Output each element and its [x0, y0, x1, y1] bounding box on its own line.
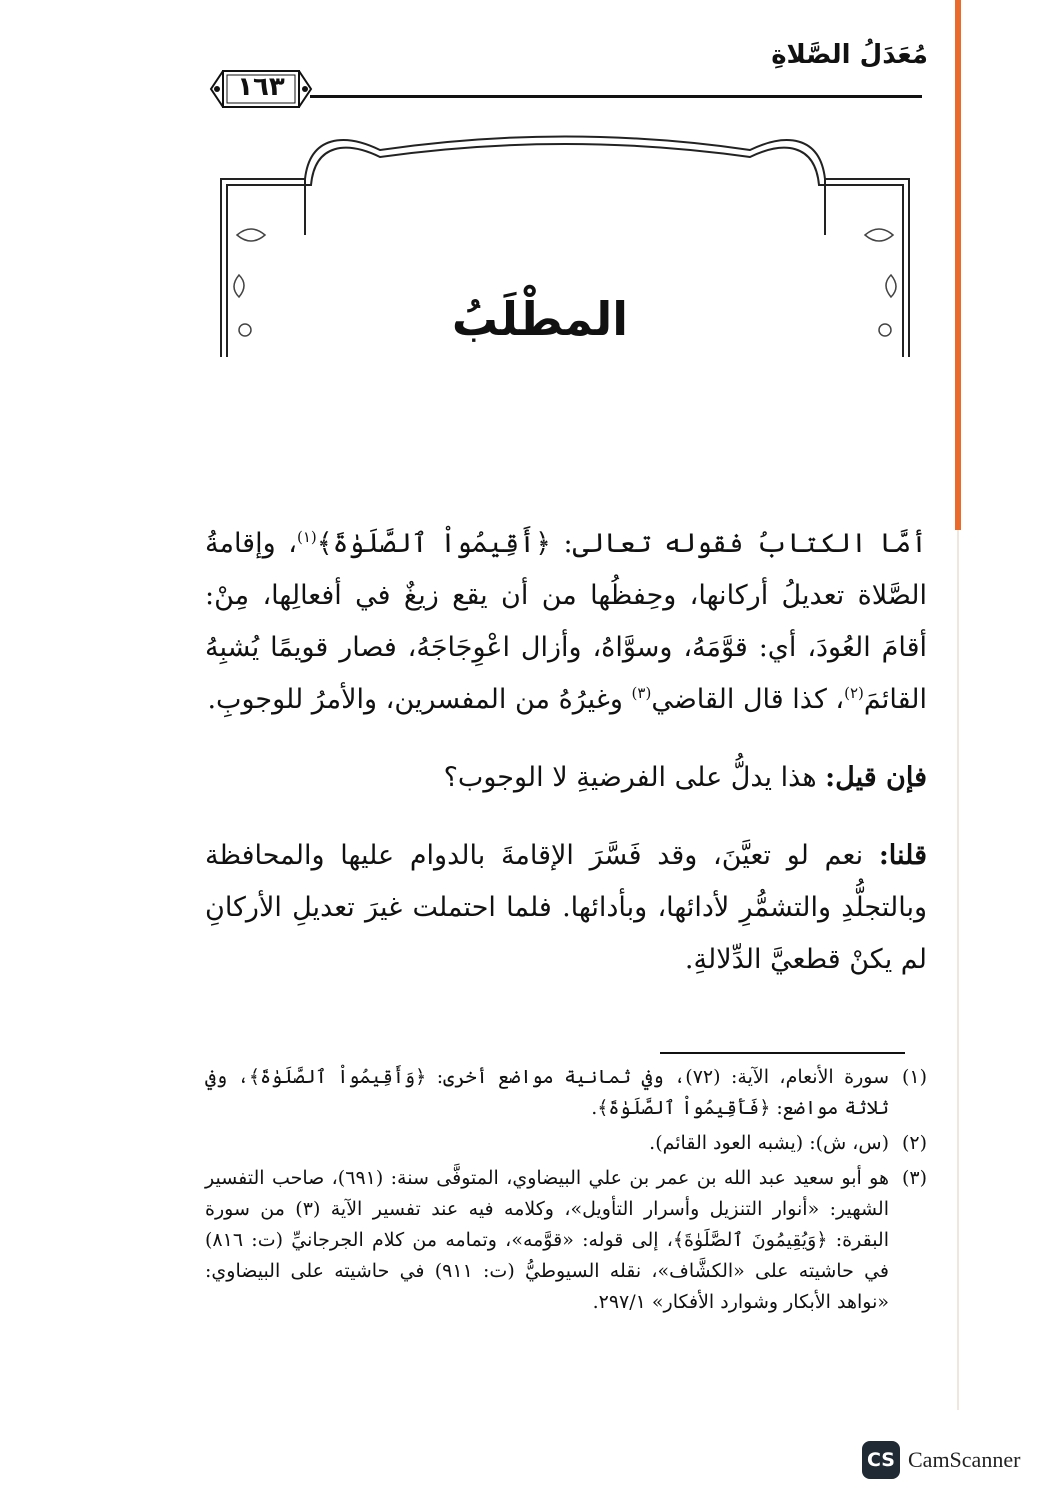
body-text [205, 518, 927, 986]
section-heading: المطْلَبُ [451, 292, 629, 346]
footnote [205, 1062, 927, 1124]
footnote [205, 1163, 927, 1318]
camscanner-logo-icon: CS [862, 1441, 900, 1479]
running-title: مُعَدَلُ الصَّلاةِ [771, 40, 928, 70]
paragraph-1-part-c: ، كذا قال القاضي [651, 684, 845, 715]
footnote-rule [660, 1052, 905, 1054]
footnotes [205, 1062, 927, 1322]
footnote-ref-3: (٣) [631, 684, 652, 702]
paragraph-1-part-a: أمَّا الكتابُ فقوله تعالى: ﴿أَقِيمُواْ ٱلصَّلَوٰةَ﴾ [316, 528, 927, 559]
camscanner-watermark [862, 1440, 1020, 1480]
question-lead: فإن قيل: [825, 762, 927, 793]
page-edge-shadow [957, 530, 959, 1410]
page-edge-strip [955, 0, 961, 530]
paragraph-1-part-b: ، وإقامةُ الصَّلاة تعديلُ أركانها، وحِفظُها من أن يقع زيغٌ في أفعالِها، مِنْ: أقامَ العُودَ، أي: قوَّمَهُ، وسوَّاهُ، وأزال اعْوِجَاجَهُ، فصار قويمًا يُشبِهُ القائمَ [205, 528, 927, 715]
answer-text: نعم لو تعيَّنَ، وقد فَسَّرَ الإقامةَ بالدوام عليها والمحافظة وبالتجلُّدِ والتشمُّرِ لأدائها، وبأدائها. فلما احتملت غيرَ تعديلِ الأركانِ لم يكنْ قطعيَّ الدِّلالةِ. [205, 840, 927, 975]
question-text: هذا يدلُّ على الفرضيةِ لا الوجوب؟ [443, 762, 826, 793]
footnote-text: (س، ش): (يشبه العود القائم). [649, 1132, 889, 1154]
footnote-number: (٣) [901, 1167, 927, 1189]
camscanner-label: CamScanner [908, 1447, 1021, 1472]
footnote-text: سورة الأنعام، الآية: (٧٢)، وفي ثمانية مواضع أخرى: ﴿وَأَقِيمُواْ ٱلصَّلَوٰةَ﴾، وفي ثلاثة مواضع: ﴿فَأَقِيمُواْ ٱلصَّلَوٰةَ﴾. [205, 1066, 889, 1119]
footnote-text: هو أبو سعيد عبد الله بن عمر بن علي البيضاوي، المتوفَّى سنة: (٦٩١)، صاحب التفسير الشهير: «أنوار التنزيل وأسرار التأويل»، وكلامه فيه عند تفسير الآية (٣) من سورة البقرة: ﴿وَيُقِيمُونَ ٱلصَّلَوٰةَ﴾، إلى قوله: «قوَّمه»، وتمامه من كلام الجرجانيِّ (ت: ٨١٦) في حاشيته على «الكشَّاف»، نقله السيوطيُّ (ت: ٩١١) في حاشيته على البيضاوي: «نواهد الأبكار وشوارد الأفكار» ٢٩٧/١. [205, 1167, 890, 1313]
paragraph-3 [205, 830, 927, 986]
header-rule [310, 95, 922, 98]
footnote-ref-1: (١) [296, 528, 317, 546]
footnote-number: (٢) [901, 1132, 927, 1154]
page-number: ١٦٣ [237, 72, 285, 102]
paragraph-2 [205, 752, 927, 804]
footnote-ref-2: (٢) [844, 684, 864, 702]
footnote [205, 1128, 927, 1159]
answer-lead: قلنا: [878, 840, 927, 871]
footnote-number: (١) [901, 1066, 927, 1088]
paragraph-1-part-d: وغيرُهُ من المفسرين، والأمرُ للوجوبِ. [207, 684, 632, 715]
paragraph-1 [205, 518, 927, 726]
